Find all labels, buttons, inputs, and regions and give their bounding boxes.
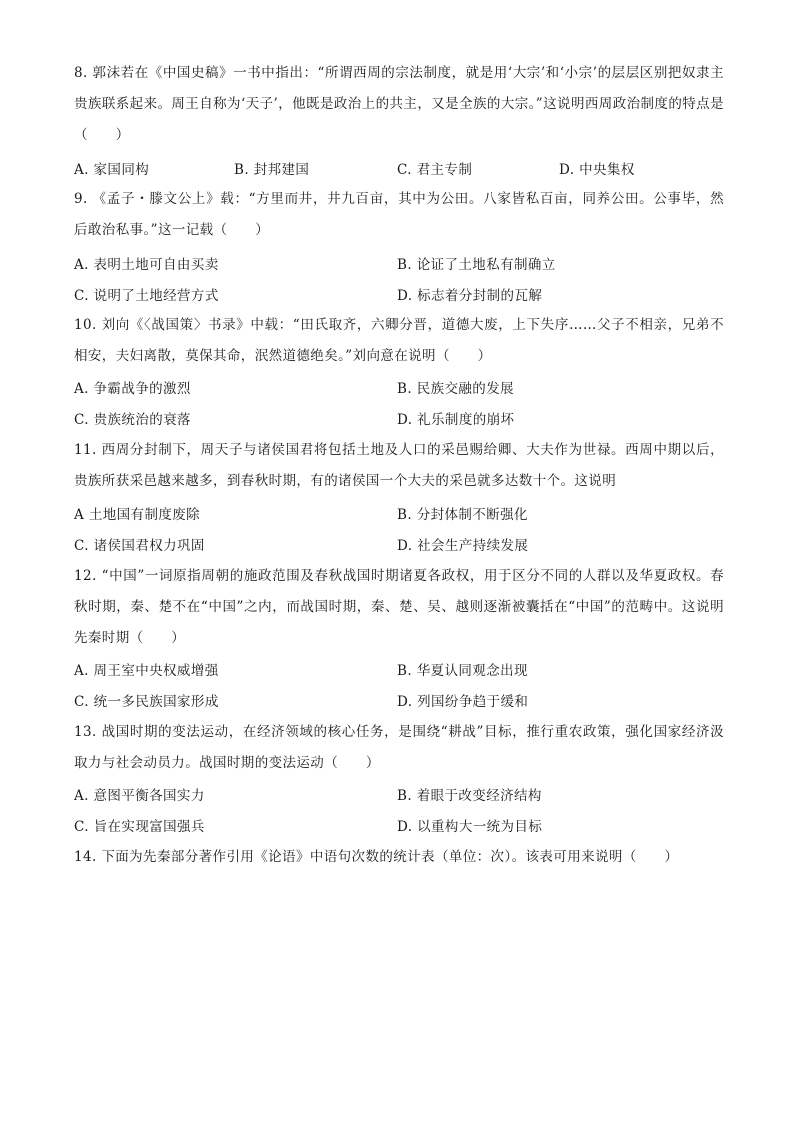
question-8-option-b[interactable]: B. 封邦建国 (234, 162, 310, 178)
question-8-option-d[interactable]: D. 中央集权 (559, 162, 635, 178)
question-10-option-a[interactable]: A. 争霸战争的激烈 (74, 381, 191, 397)
question-11-stem: 11. 西周分封制下，周天子与诸侯国君将包括土地及人口的采邑赐给卿、大夫作为世禄。西周中期以后，贵族所获采邑越来越多，到春秋时期，有的诸侯国一个大夫的采邑就多达数十个。这说明 (74, 442, 724, 489)
question-13-option-a[interactable]: A. 意图平衡各国实力 (74, 788, 205, 804)
question-12-option-c[interactable]: C. 统一多民族国家形成 (74, 694, 219, 710)
question-10-option-d[interactable]: D. 礼乐制度的崩坏 (397, 412, 515, 428)
question-11-option-c[interactable]: C. 诸侯国君权力巩固 (74, 538, 205, 554)
question-13-option-d[interactable]: D. 以重构大一统为目标 (397, 819, 543, 835)
question-8-option-c[interactable]: C. 君主专制 (397, 162, 473, 178)
question-10-stem: 10. 刘向《〈战国策〉书录》中载：“田氏取齐，六卿分晋，道德大废，上下失序……父子不相亲，兄弟不相安，夫妇离散，莫保其命，泯然道德绝矣。”刘向意在说明（ ） (74, 317, 724, 364)
question-8-stem: 8. 郭沫若在《中国史稿》一书中指出：“所谓西周的宗法制度，就是用‘大宗’和‘小宗’的层层区别把奴隶主贵族联系起来。周王自称为‘天子’，他既是政治上的共主，又是全族的大宗。”这说明西周政治制度的特点是（ ） (74, 65, 724, 143)
question-12-stem: 12. “中国”一词原指周朝的施政范围及春秋战国时期诸夏各政权，用于区分不同的人群以及华夏政权。春秋时期，秦、楚不在“中国”之内，而战国时期，秦、楚、吴、越则逐渐被囊括在“中国”的范畴中。这说明先秦时期（ ） (74, 568, 724, 646)
question-9-stem: 9. 《孟子・滕文公上》载：“方里而井，井九百亩，其中为公田。八家皆私百亩，同养公田。公事毕，然后敢治私事。”这一记载（ ） (74, 191, 724, 238)
question-11-option-d[interactable]: D. 社会生产持续发展 (397, 538, 529, 554)
question-12-option-d[interactable]: D. 列国纷争趋于缓和 (397, 694, 529, 710)
question-9-option-a[interactable]: A. 表明土地可自由买卖 (74, 257, 219, 273)
question-13-option-b[interactable]: B. 着眼于改变经济结构 (397, 788, 542, 804)
question-9-option-d[interactable]: D. 标志着分封制的瓦解 (397, 288, 543, 304)
question-11-option-a[interactable]: A 土地国有制度废除 (74, 507, 201, 523)
question-10-option-c[interactable]: C. 贵族统治的衰落 (74, 412, 191, 428)
question-12-option-a[interactable]: A. 周王室中央权威增强 (74, 663, 219, 679)
question-13-stem: 13. 战国时期的变法运动，在经济领域的核心任务，是围绕“耕战”目标，推行重农政策，强化国家经济汲取力与社会动员力。战国时期的变法运动（ ） (74, 724, 724, 771)
question-13-option-c[interactable]: C. 旨在实现富国强兵 (74, 819, 205, 835)
question-14-stem: 14. 下面为先秦部分著作引用《论语》中语句次数的统计表（单位：次）。该表可用来说明（ ） (74, 849, 679, 865)
question-12-option-b[interactable]: B. 华夏认同观念出现 (397, 663, 528, 679)
question-11-option-b[interactable]: B. 分封体制不断强化 (397, 507, 528, 523)
question-8-option-a[interactable]: A. 家国同构 (74, 162, 150, 178)
question-9-option-c[interactable]: C. 说明了土地经营方式 (74, 288, 219, 304)
question-9-option-b[interactable]: B. 论证了土地私有制确立 (397, 257, 556, 273)
question-10-option-b[interactable]: B. 民族交融的发展 (397, 381, 515, 397)
